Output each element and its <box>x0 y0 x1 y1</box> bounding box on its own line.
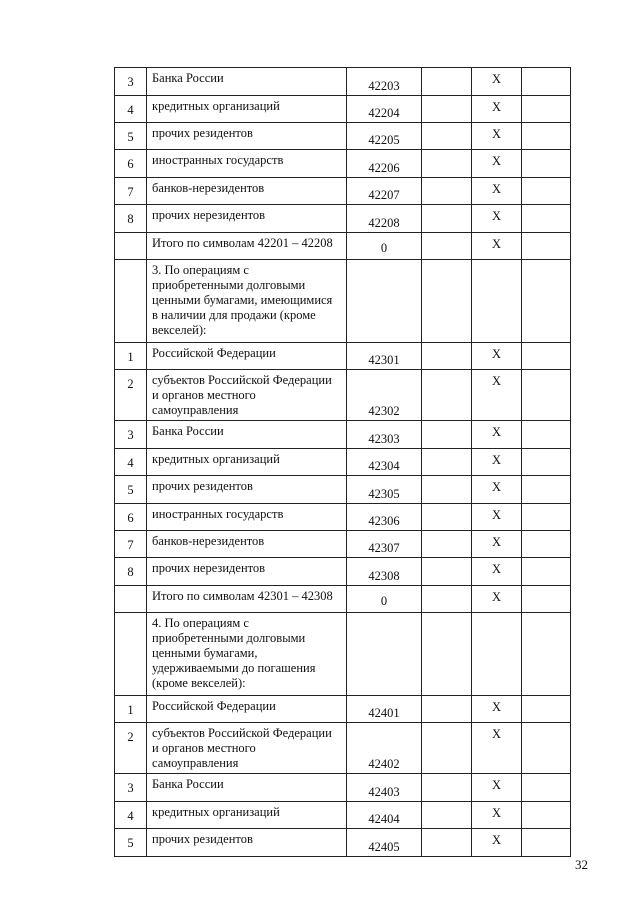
row-mark: X <box>472 178 522 205</box>
row-number: 7 <box>115 531 147 558</box>
row-number: 5 <box>115 829 147 857</box>
row-mark: X <box>472 68 522 96</box>
row-empty-cell <box>522 558 571 586</box>
row-empty-cell <box>522 829 571 857</box>
row-name: банков-нерезидентов <box>147 178 347 205</box>
row-name: иностранных государств <box>147 504 347 531</box>
row-empty-cell <box>422 476 472 504</box>
row-empty-cell <box>522 586 571 613</box>
row-empty-cell <box>422 205 472 233</box>
row-code: 42305 <box>347 476 422 504</box>
row-number: 6 <box>115 150 147 178</box>
table-row <box>115 696 571 723</box>
row-mark: X <box>472 370 522 421</box>
row-code <box>347 260 422 343</box>
row-number: 1 <box>115 696 147 723</box>
table-row <box>115 370 571 421</box>
row-empty-cell <box>422 558 472 586</box>
row-mark: X <box>472 449 522 476</box>
row-empty-cell <box>522 774 571 802</box>
table-row <box>115 343 571 370</box>
table-row <box>115 421 571 449</box>
row-empty-cell <box>522 476 571 504</box>
row-code: 0 <box>347 586 422 613</box>
row-name: иностранных государств <box>147 150 347 178</box>
row-number: 3 <box>115 68 147 96</box>
row-empty-cell <box>522 613 571 696</box>
row-empty-cell <box>422 150 472 178</box>
table-row <box>115 178 571 205</box>
row-code: 42205 <box>347 123 422 150</box>
row-empty-cell <box>422 343 472 370</box>
row-name: Банка России <box>147 421 347 449</box>
table-row <box>115 68 571 96</box>
row-mark <box>472 613 522 696</box>
row-empty-cell <box>422 774 472 802</box>
row-empty-cell <box>522 504 571 531</box>
table-row <box>115 205 571 233</box>
row-mark: X <box>472 723 522 774</box>
row-empty-cell <box>522 723 571 774</box>
row-name: 3. По операциям с приобретенными долговыми ценными бумагами, имеющимися в наличии для продажи (кроме векселей): <box>147 260 347 343</box>
row-mark: X <box>472 150 522 178</box>
row-empty-cell <box>522 696 571 723</box>
page-number: 32 <box>575 857 588 872</box>
table-row <box>115 613 571 696</box>
table-row <box>115 774 571 802</box>
row-number: 5 <box>115 476 147 504</box>
row-mark: X <box>472 558 522 586</box>
row-code: 0 <box>347 233 422 260</box>
table-row <box>115 96 571 123</box>
row-code: 42307 <box>347 531 422 558</box>
row-code: 42301 <box>347 343 422 370</box>
row-number: 1 <box>115 343 147 370</box>
row-empty-cell <box>422 370 472 421</box>
row-code <box>347 613 422 696</box>
row-name: банков-нерезидентов <box>147 531 347 558</box>
row-number: 8 <box>115 205 147 233</box>
row-mark: X <box>472 476 522 504</box>
row-mark: X <box>472 205 522 233</box>
row-mark: X <box>472 696 522 723</box>
row-name: Российской Федерации <box>147 696 347 723</box>
row-name: прочих нерезидентов <box>147 205 347 233</box>
row-empty-cell <box>422 421 472 449</box>
row-code: 42203 <box>347 68 422 96</box>
row-empty-cell <box>522 531 571 558</box>
row-mark: X <box>472 774 522 802</box>
row-name: прочих резидентов <box>147 829 347 857</box>
row-empty-cell <box>422 829 472 857</box>
table-row <box>115 558 571 586</box>
row-number: 6 <box>115 504 147 531</box>
row-empty-cell <box>522 343 571 370</box>
row-number: 5 <box>115 123 147 150</box>
row-name: прочих резидентов <box>147 476 347 504</box>
row-name: 4. По операциям с приобретенными долговыми ценными бумагами, удерживаемыми до погашения (кроме векселей): <box>147 613 347 696</box>
row-empty-cell <box>522 370 571 421</box>
row-code: 42401 <box>347 696 422 723</box>
row-empty-cell <box>522 421 571 449</box>
row-empty-cell <box>422 504 472 531</box>
row-code: 42402 <box>347 723 422 774</box>
row-name: кредитных организаций <box>147 449 347 476</box>
row-mark <box>472 260 522 343</box>
row-number <box>115 260 147 343</box>
row-name: кредитных организаций <box>147 96 347 123</box>
row-empty-cell <box>422 586 472 613</box>
row-number: 4 <box>115 449 147 476</box>
row-mark: X <box>472 829 522 857</box>
table-row <box>115 476 571 504</box>
row-mark: X <box>472 96 522 123</box>
row-mark: X <box>472 233 522 260</box>
table-row <box>115 531 571 558</box>
row-mark: X <box>472 802 522 829</box>
row-empty-cell <box>522 449 571 476</box>
row-mark: X <box>472 504 522 531</box>
row-code: 42306 <box>347 504 422 531</box>
row-mark: X <box>472 586 522 613</box>
row-empty-cell <box>522 178 571 205</box>
table-row <box>115 504 571 531</box>
row-empty-cell <box>522 123 571 150</box>
row-number: 3 <box>115 774 147 802</box>
row-name: Банка России <box>147 774 347 802</box>
row-name: Российской Федерации <box>147 343 347 370</box>
table-row <box>115 586 571 613</box>
row-empty-cell <box>522 802 571 829</box>
table-row <box>115 449 571 476</box>
row-code: 42206 <box>347 150 422 178</box>
row-empty-cell <box>522 205 571 233</box>
row-empty-cell <box>522 150 571 178</box>
row-name: Итого по символам 42301 – 42308 <box>147 586 347 613</box>
row-code: 42303 <box>347 421 422 449</box>
row-empty-cell <box>422 802 472 829</box>
row-name: прочих резидентов <box>147 123 347 150</box>
row-number: 8 <box>115 558 147 586</box>
row-empty-cell <box>422 723 472 774</box>
row-mark: X <box>472 123 522 150</box>
table-row <box>115 829 571 857</box>
row-name: субъектов Российской Федерации и органов местного самоуправления <box>147 723 347 774</box>
row-number <box>115 613 147 696</box>
row-name: кредитных организаций <box>147 802 347 829</box>
row-code: 42204 <box>347 96 422 123</box>
row-code: 42308 <box>347 558 422 586</box>
row-empty-cell <box>422 178 472 205</box>
row-code: 42403 <box>347 774 422 802</box>
row-code: 42404 <box>347 802 422 829</box>
row-empty-cell <box>422 696 472 723</box>
row-empty-cell <box>522 96 571 123</box>
row-name: Итого по символам 42201 – 42208 <box>147 233 347 260</box>
row-code: 42304 <box>347 449 422 476</box>
table-row <box>115 260 571 343</box>
row-empty-cell <box>422 68 472 96</box>
row-mark: X <box>472 421 522 449</box>
table-row <box>115 123 571 150</box>
row-empty-cell <box>522 68 571 96</box>
row-empty-cell <box>422 96 472 123</box>
row-number: 2 <box>115 370 147 421</box>
row-number: 3 <box>115 421 147 449</box>
row-empty-cell <box>522 233 571 260</box>
row-name: прочих нерезидентов <box>147 558 347 586</box>
row-empty-cell <box>422 613 472 696</box>
table-row <box>115 802 571 829</box>
table-row <box>115 150 571 178</box>
table-row <box>115 723 571 774</box>
row-number: 4 <box>115 96 147 123</box>
row-name: субъектов Российской Федерации и органов местного самоуправления <box>147 370 347 421</box>
row-empty-cell <box>422 531 472 558</box>
row-number <box>115 586 147 613</box>
row-empty-cell <box>422 123 472 150</box>
row-mark: X <box>472 343 522 370</box>
row-code: 42302 <box>347 370 422 421</box>
row-empty-cell <box>522 260 571 343</box>
row-number: 7 <box>115 178 147 205</box>
row-number <box>115 233 147 260</box>
row-code: 42405 <box>347 829 422 857</box>
document-table <box>114 67 571 857</box>
row-empty-cell <box>422 233 472 260</box>
row-code: 42208 <box>347 205 422 233</box>
row-mark: X <box>472 531 522 558</box>
row-empty-cell <box>422 260 472 343</box>
table-row <box>115 233 571 260</box>
row-empty-cell <box>422 449 472 476</box>
row-code: 42207 <box>347 178 422 205</box>
row-number: 4 <box>115 802 147 829</box>
row-number: 2 <box>115 723 147 774</box>
row-name: Банка России <box>147 68 347 96</box>
